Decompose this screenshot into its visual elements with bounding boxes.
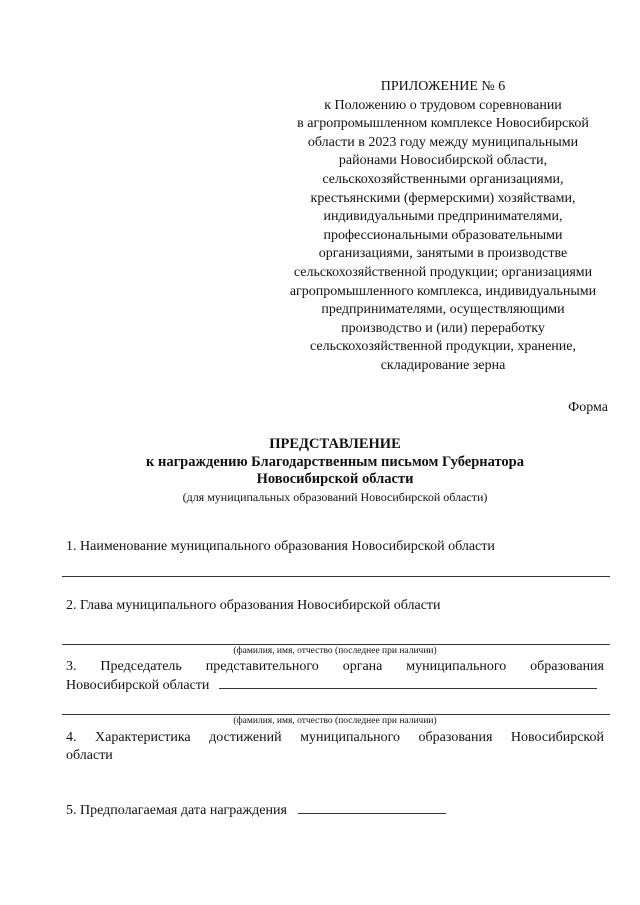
item-3-hint: (фамилия, имя, отчество (последнее при наличии): [233, 716, 437, 726]
item-5-date-fill-line[interactable]: [298, 801, 446, 814]
item-4-label-line2: области: [66, 748, 113, 763]
document-subtitle: (для муниципальных образований Новосибирской области): [182, 489, 488, 504]
appendix-line: производство и (или) переработку: [341, 320, 545, 336]
appendix-line: к Положению о трудовом соревновании: [324, 97, 562, 113]
item-3-inline-fill-line[interactable]: [219, 676, 597, 689]
item-2-label: 2. Глава муниципального образования Новосибирской области: [66, 598, 441, 613]
appendix-line: области в 2023 году между муниципальными: [307, 134, 579, 150]
item-2-hint: (фамилия, имя, отчество (последнее при наличии): [233, 646, 437, 656]
item-4-label-line1: 4. Характеристика достижений муниципального образования Новосибирской: [66, 730, 604, 745]
appendix-line: сельскохозяйственными организациями,: [322, 171, 564, 187]
form-label: Форма: [568, 400, 608, 415]
document-title-line2: к награждению Благодарственным письмом Губернатора: [145, 453, 524, 470]
appendix-line: агропромышленного комплекса, индивидуальными: [289, 283, 597, 299]
appendix-line: сельскохозяйственной продукции, хранение,: [309, 339, 576, 355]
document-heading: [60, 436, 610, 505]
appendix-line: организациями, занятыми в производстве: [318, 246, 568, 262]
item-1-fill-line[interactable]: [62, 576, 610, 577]
item-5-row: [66, 801, 604, 820]
appendix-line: ПРИЛОЖЕНИЕ № 6: [380, 79, 506, 94]
document-title: ПРЕДСТАВЛЕНИЕ: [269, 436, 401, 452]
appendix-line: индивидуальными предпринимателями,: [323, 209, 563, 225]
item-2-fill-line[interactable]: [62, 644, 610, 645]
item-3-label-line2: Новосибирской области: [66, 678, 210, 693]
appendix-line: в агропромышленном комплексе Новосибирской: [297, 116, 589, 132]
appendix-line: складирование зерна: [380, 357, 506, 373]
appendix-line: предпринимателями, осуществляющими: [321, 302, 565, 318]
item-5-label: 5. Предполагаемая дата награждения: [66, 803, 287, 818]
item-3-label-line2-row: [66, 676, 604, 695]
appendix-line: сельскохозяйственной продукции; организациями: [293, 264, 593, 280]
appendix-line: крестьянскими (фермерскими) хозяйствами,: [310, 190, 576, 206]
appendix-line: районами Новосибирской области,: [338, 153, 548, 169]
item-3-fill-line[interactable]: [62, 714, 610, 715]
item-1-label: 1. Наименование муниципального образования Новосибирской области: [66, 539, 495, 554]
appendix-line: профессиональными образовательными: [323, 227, 563, 243]
appendix-block: [268, 78, 618, 376]
document-title-line3: Новосибирской области: [256, 471, 414, 487]
item-3-label-line1: 3. Председатель представительного органа муниципального образования: [66, 659, 604, 674]
